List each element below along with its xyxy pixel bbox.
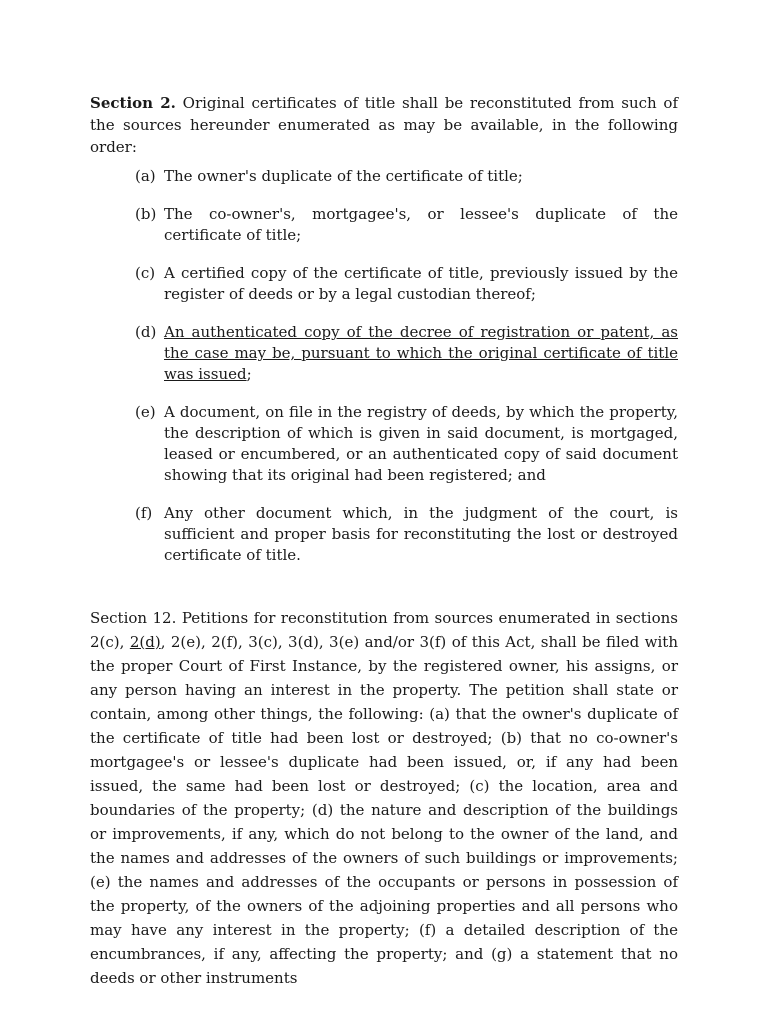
list-item-text: A certified copy of the certificate of title, previously issued by the register of deeds or by a legal custodian thereof; <box>164 264 678 303</box>
underlined-text: An authenticated copy of the decree of registration or patent, as the case may be, pursuant to which the original certificate of title was issued <box>164 323 678 383</box>
list-item-text <box>164 322 678 385</box>
section-2-heading: Section 2. <box>90 94 176 112</box>
list-item-label: (f) <box>135 504 153 522</box>
list-item-text: A document, on file in the registry of deeds, by which the property, the description of which is given in said document, is mortgaged, leased or encumbered, or an authenticated copy of said document showing that its original had been registered; and <box>164 403 678 484</box>
list-item-e <box>135 402 678 486</box>
list-item-label: (b) <box>135 205 157 223</box>
list-item-d <box>135 322 678 385</box>
list-item-b <box>135 204 678 246</box>
list-item-tail: ; <box>246 365 252 383</box>
list-item-text: The co-owner's, mortgagee's, or lessee's duplicate of the certificate of title; <box>164 205 678 244</box>
section-12-body: , 2(e), 2(f), 3(c), 3(d), 3(e) and/or 3(f) of this Act, shall be filed with the proper Court of First Instance, by the registered owner, his assigns, or any person having an interest in the property. The petition shall state or contain, among other things, the following: (a) that the owner's duplicate of the certificate of title had been lost or destroyed; (b) that no co-owner's mortgagee's or lessee's duplicate had been issued, or, if any had been issued, the same had been lost or destroyed; (c) the location, area and boundaries of the property; (d) the nature and description of the buildings or improvements, if any, which do not belong to the owner of the land, and the names and addresses of the owners of such buildings or improvements; (e) the names and addresses of the occupants or persons in possession of the property, of the owners of the adjoining properties and all persons who may have any interest in the property; (f) a detailed description of the encumbrances, if any, affecting the property; and (g) a statement that no deeds or other instruments <box>90 633 678 987</box>
list-item-label: (c) <box>135 264 156 282</box>
list-item-f <box>135 503 678 566</box>
list-item-text: Any other document which, in the judgment of the court, is sufficient and proper basis for reconstituting the lost or destroyed certificate of title. <box>164 504 678 564</box>
section-2-paragraph <box>90 92 678 158</box>
section-12-underlined-ref: 2(d) <box>129 633 161 651</box>
section-12-paragraph <box>90 606 678 990</box>
list-item-label: (d) <box>135 323 157 341</box>
section-12-lead: Section 12. Petitions for reconstitution from sources enumerated in sections 2(c), <box>90 609 678 651</box>
list-item-label: (a) <box>135 167 156 185</box>
list-item-a <box>135 166 678 187</box>
section-2-intro: Original certificates of title shall be reconstituted from such of the sources hereunder enumerated as may be available, in the following order: <box>90 94 679 156</box>
list-item-text: The owner's duplicate of the certificate of title; <box>164 167 523 185</box>
list-item-label: (e) <box>135 403 156 421</box>
document-page <box>90 92 678 1005</box>
section-2-list <box>90 166 678 566</box>
list-item-c <box>135 263 678 305</box>
